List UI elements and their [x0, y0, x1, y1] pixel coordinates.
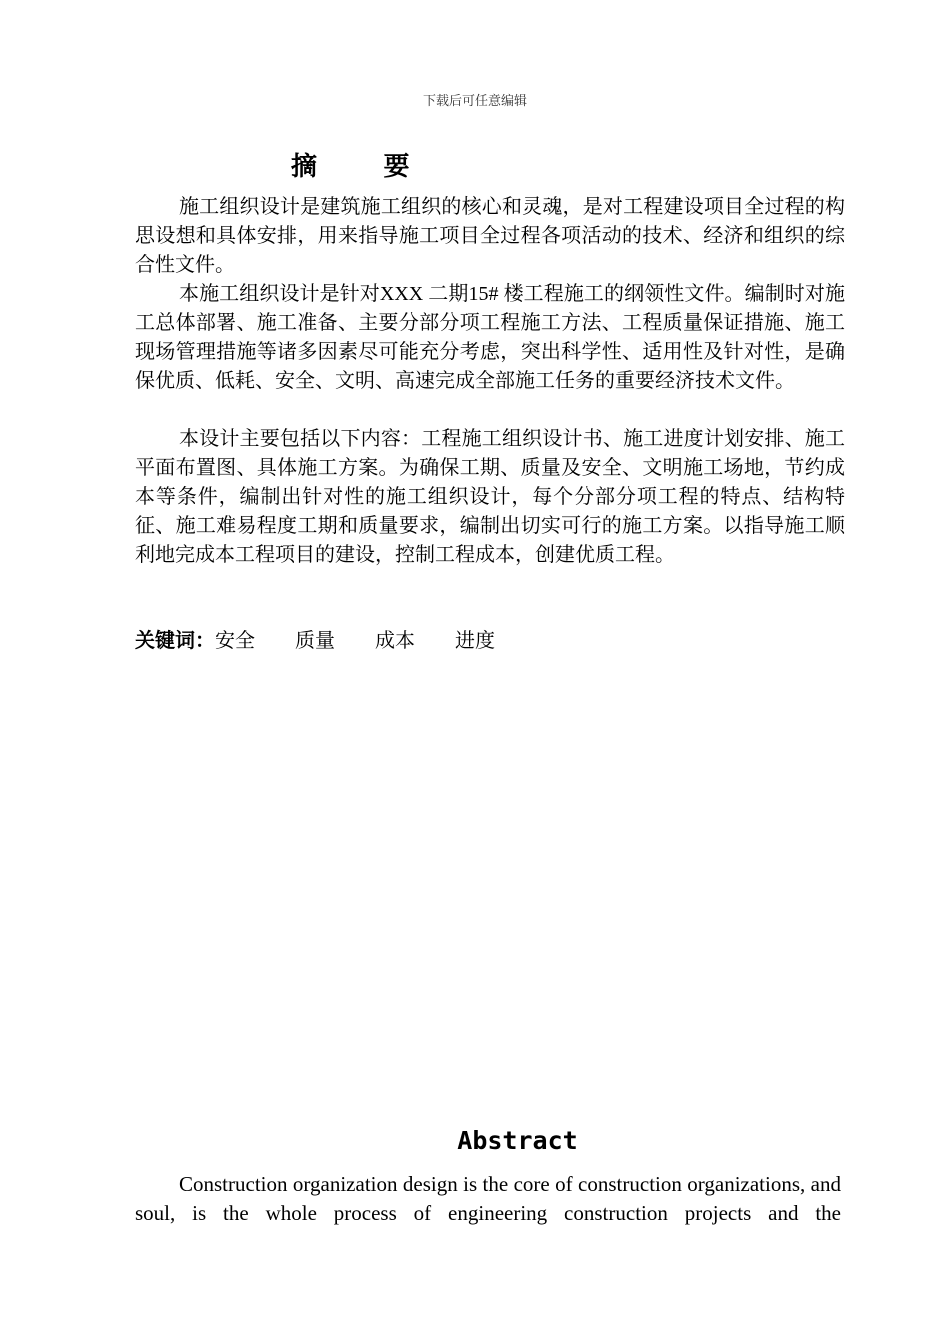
- keywords-label: 关键词：: [135, 628, 215, 652]
- keyword: 进度: [455, 630, 495, 652]
- keyword: 成本: [375, 630, 415, 652]
- abstract-paragraph-1: [135, 193, 845, 280]
- keyword: 质量: [295, 630, 335, 652]
- abstract-title-cn: 摘 要: [291, 152, 440, 181]
- keyword: 安全: [215, 630, 255, 652]
- header-note: 下载后可任意编辑: [422, 93, 527, 108]
- abstract-paragraph-en: [135, 1170, 841, 1228]
- paragraph-text: 本设计主要包括以下内容：工程施工组织设计书、施工进度计划安排、施工平面布置图、具体施工方案。为确保工期、质量及安全、文明施工场地，节约成本等条件，编制出针对性的施工组织设计，每个分部分项工程的特点、结构特征、施工难易程度工期和质量要求，编制出切实可行的施工方案。以指导施工顺利地完成本工程项目的建设，控制工程成本，创建优质工程。: [135, 428, 845, 566]
- abstract-title-en: Abstract: [457, 1126, 578, 1155]
- paragraph-text: 施工组织设计是建筑施工组织的核心和灵魂，是对工程建设项目全过程的构思设想和具体安排，用来指导施工项目全过程各项活动的技术、经济和组织的综合性文件。: [135, 196, 845, 276]
- abstract-paragraph-2: [135, 280, 845, 396]
- abstract-paragraph-3: [135, 425, 845, 570]
- paragraph-text: 本施工组织设计是针对XXX 二期15# 楼工程施工的纲领性文件。编制时对施工总体部署、施工准备、主要分部分项工程施工方法、工程质量保证措施、施工现场管理措施等诸多因素尽可能充分考虑，突出科学性、适用性及针对性，是确保优质、低耗、安全、文明、高速完成全部施工任务的重要经济技术文件。: [135, 283, 845, 392]
- keywords-line: [135, 624, 535, 653]
- paragraph-text: Construction organization design is the core of construction organizations, and soul, is the whole process of engineering construction projects and the: [135, 1172, 841, 1225]
